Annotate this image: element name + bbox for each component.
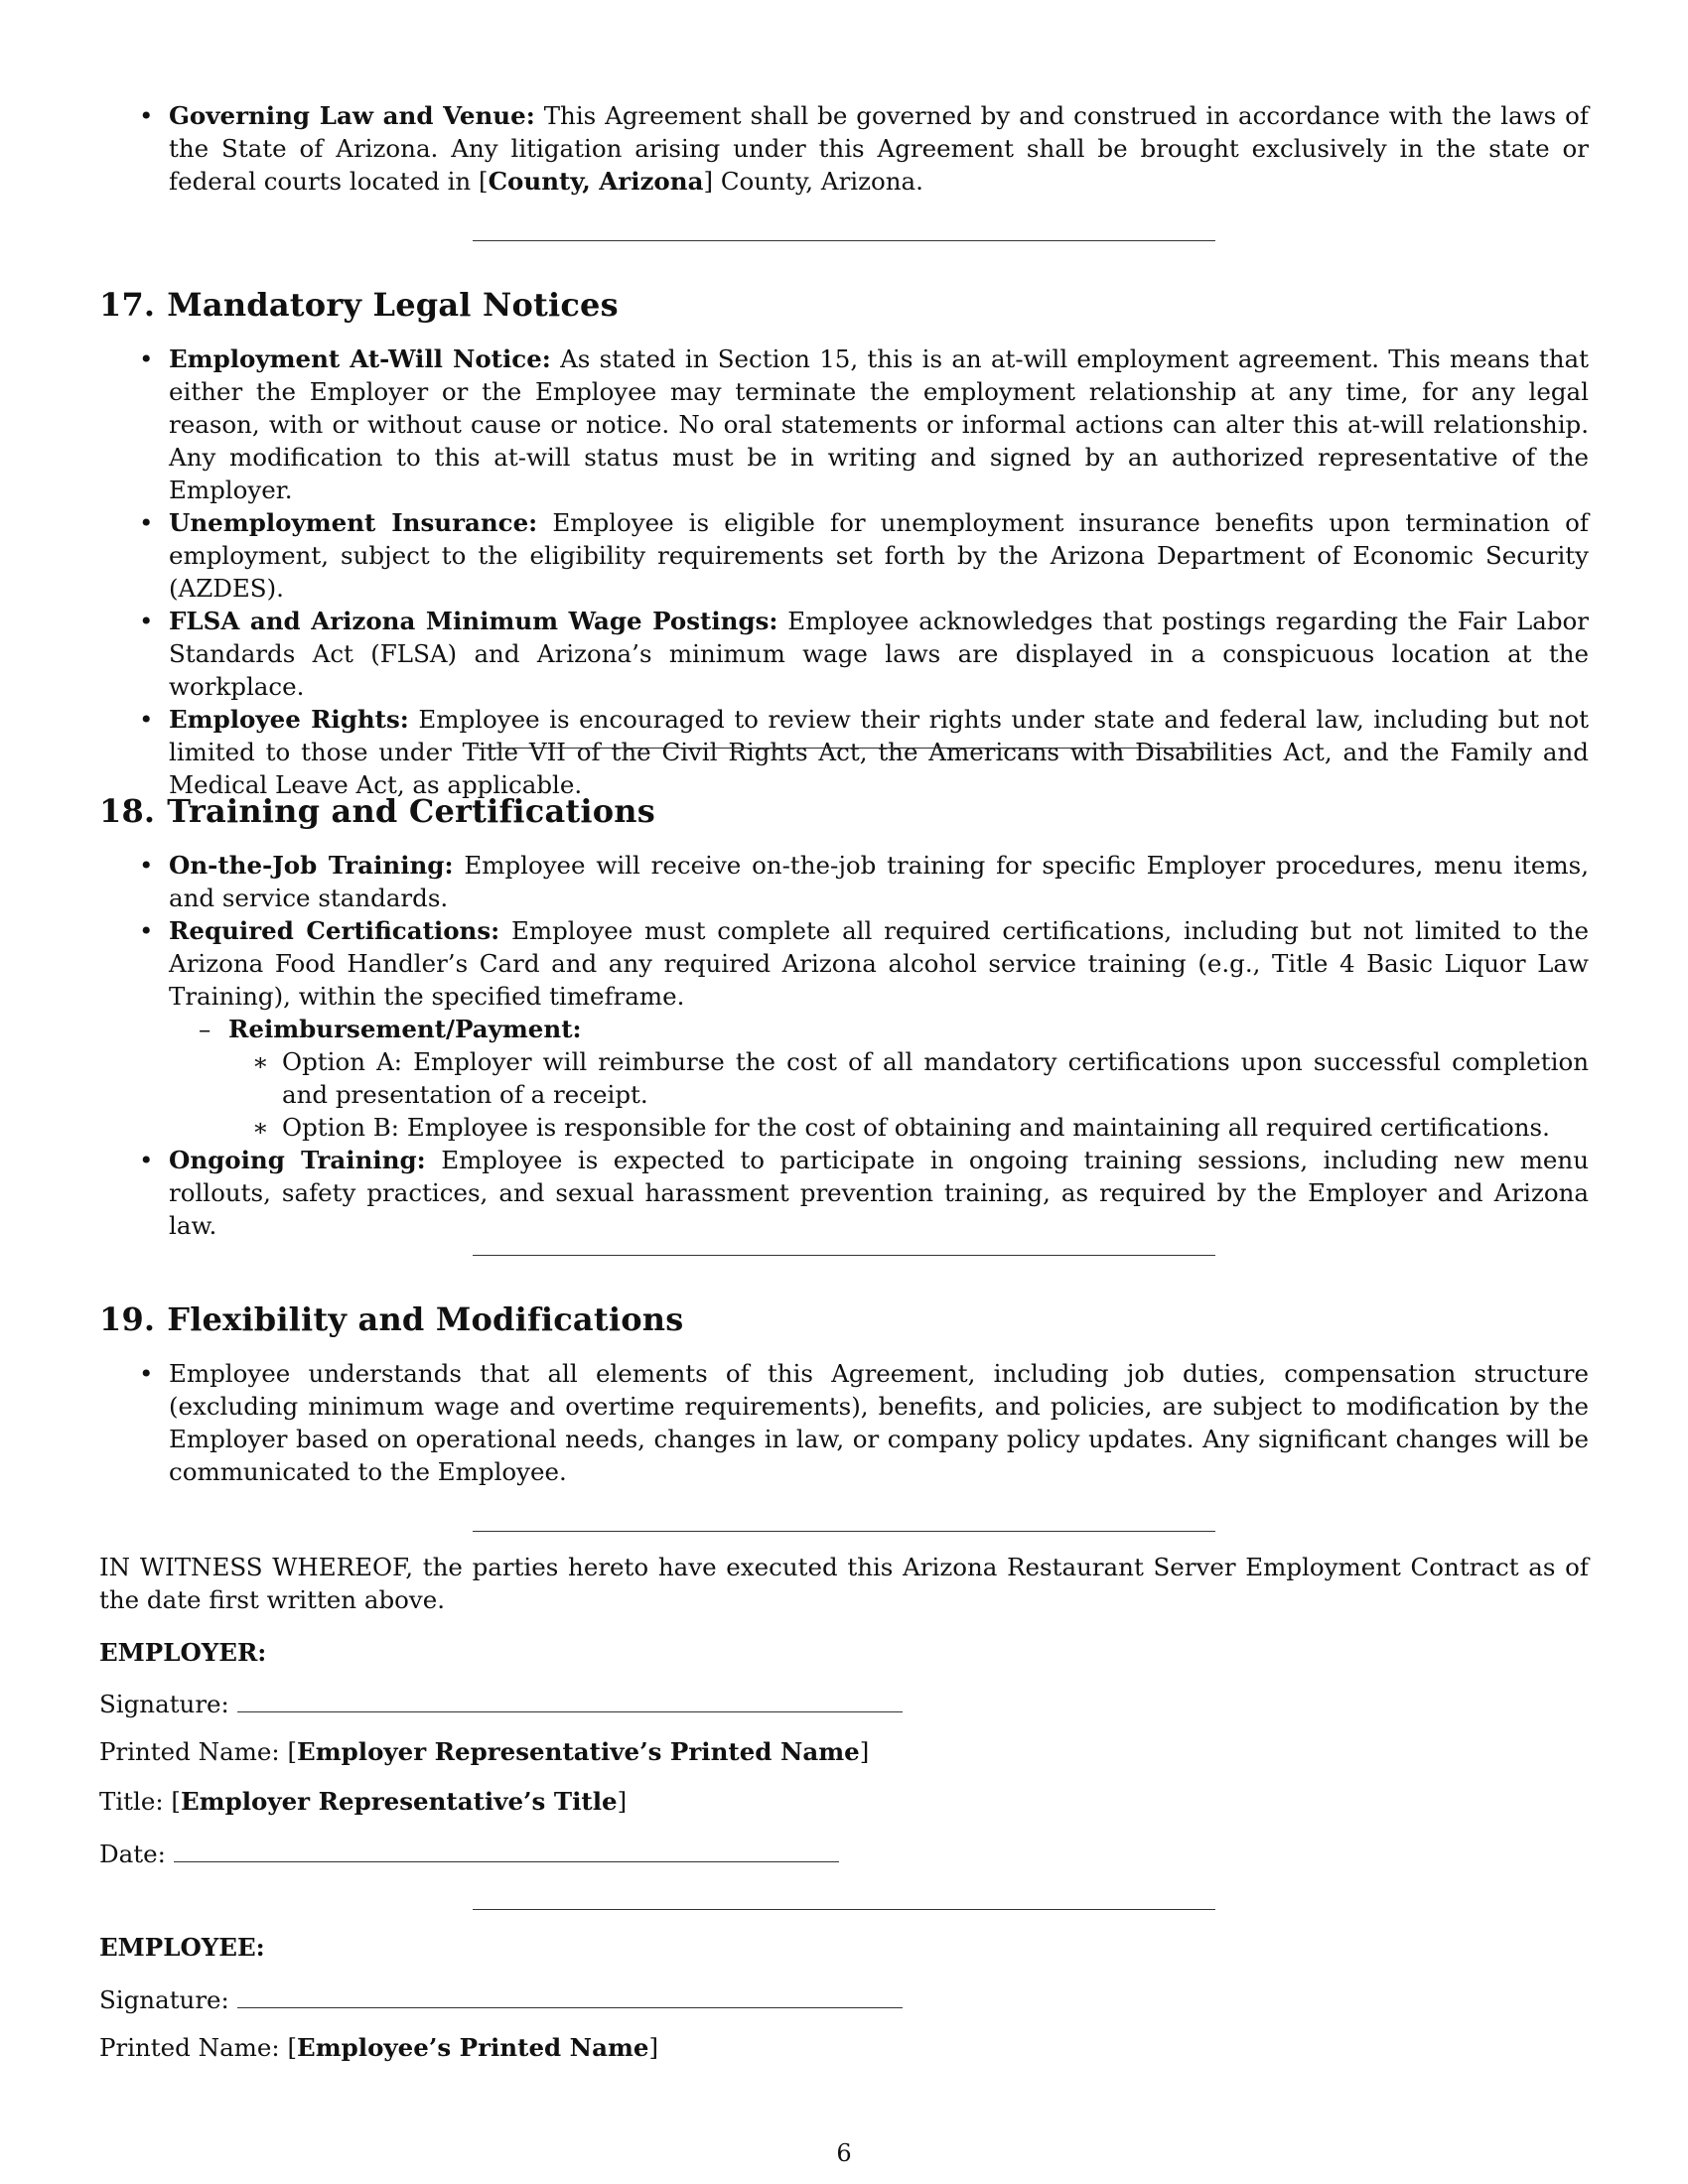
list-item [139,605,1589,703]
item-text: ] County, Arizona. [703,167,923,196]
asterisk-bullet: ∗ [252,1047,269,1076]
list-item [139,703,1589,801]
employer-date-line[interactable] [174,1838,839,1862]
item-text: This Agreement shall be governed by and construed in accordance with the laws of the State of Arizona. Any litigation arising under this Agreement shall be brought exclusively in the state or federal courts located in [ [169,101,1589,196]
item-label: On-the-Job Training: [169,851,454,880]
section-17-title [99,286,619,324]
reimbursement-sublist [169,1013,1589,1144]
employer-title-value: Employer Representative’s Title [180,1787,618,1816]
asterisk-bullet: ∗ [252,1113,269,1142]
item-text: Employee is expected to participate in ongoing training sessions, including new menu rollouts, safety practices, and sexual harassment prevention training, as required by the Employer and Arizona law. [169,1146,1589,1240]
page-number: 6 [836,2139,852,2167]
witness-paragraph: IN WITNESS WHEREOF, the parties hereto have executed this Arizona Restaurant Server Employment Contract as of the date first written above. [99,1553,1589,1614]
item-text: Employee will receive on-the-job training for specific Employer procedures, menu items, and service standards. [169,851,1589,912]
date-label: Date: [99,1840,166,1868]
option-text: Option A: Employer will reimburse the cost of all mandatory certifications upon successful completion and presentation of a receipt. [282,1047,1589,1109]
printed-name-label: Printed Name: [99,1737,280,1766]
item-label: FLSA and Arizona Minimum Wage Postings: [169,607,778,635]
section-title-text: Training and Certifications [167,792,655,830]
list-item [139,99,1589,198]
section-title-text: Flexibility and Modifications [167,1300,684,1338]
title-label: Title: [99,1787,164,1816]
item-placeholder: County, Arizona [488,167,704,196]
signature-label: Signature: [99,1985,229,2014]
employee-signature-line[interactable] [237,1983,903,2008]
section-19-title [99,1300,683,1338]
section-17-list [139,342,1589,801]
divider [473,1909,1215,1910]
list-item [139,1144,1589,1242]
item-text: Employee understands that all elements of this Agreement, including job duties, compensation structure (excluding minimum wage and overtime requirements), benefits, and policies, are subject to modification by the Employer based on operational needs, changes in law, or company policy updates. Any significant changes will be communicated to the Employee. [169,1359,1589,1486]
item-label: Unemployment Insurance: [169,508,538,537]
list-item [139,342,1589,506]
employee-printed-name-row: Printed Name: [Employee’s Printed Name] [99,2033,659,2062]
divider [473,1531,1215,1532]
employer-heading: EMPLOYER: [99,1638,267,1667]
section-title-text: Mandatory Legal Notices [167,286,619,324]
divider [473,1255,1215,1256]
section-number: 18. [99,792,156,830]
item-text: As stated in Section 15, this is an at-will employment agreement. This means that either the Employer or the Employee may terminate the employment relationship at any time, for any legal reason, with or without cause or notice. No oral statements or informal actions can alter this at-will relationship. Any modification to this at-will status must be in writing and signed by an authorized representative of the Employer. [169,344,1589,504]
list-item [139,1357,1589,1488]
employer-printed-name-value: Employer Representative’s Printed Name [297,1737,860,1766]
item-label: Required Certifications: [169,916,500,945]
employer-title-row: Title: [Employer Representative’s Title] [99,1787,628,1816]
dash-bullet: – [199,1015,211,1043]
item-label: Ongoing Training: [169,1146,426,1174]
item-text: Employee must complete all required certifications, including but not limited to the Arizona Food Handler’s Card and any required Arizona alcohol service training (e.g., Title 4 Basic Liquor Law Training), within the specified timeframe. [169,916,1589,1011]
item-text: Employee is eligible for unemployment insurance benefits upon termination of employment, subject to the eligibility requirements set forth by the Arizona Department of Economic Security (AZDES). [169,508,1589,603]
governing-law-list [139,99,1589,198]
item-label: Employee Rights: [169,705,409,734]
item-label: Governing Law and Venue: [169,101,535,130]
item-text: Employee acknowledges that postings regarding the Fair Labor Standards Act (FLSA) and Arizona’s minimum wage laws are displayed in a conspicuous location at the workplace. [169,607,1589,701]
employee-heading: EMPLOYEE: [99,1933,265,1962]
divider [473,748,1215,749]
signature-label: Signature: [99,1690,229,1718]
employer-signature-row [99,1688,903,1718]
list-item [139,849,1589,914]
section-number: 17. [99,286,156,324]
section-18-list [139,849,1589,1242]
section-18-title [99,792,655,830]
item-label: Employment At-Will Notice: [169,344,551,373]
employer-printed-name-row: Printed Name: [Employer Representative’s Printed Name] [99,1737,870,1766]
list-item [139,506,1589,605]
employer-signature-line[interactable] [237,1688,903,1712]
option-item [252,1111,1589,1144]
item-text: Employee is encouraged to review their rights under state and federal law, including but not limited to those under Title VII of the Civil Rights Act, the Americans with Disabilities Act, and the Family and Medical Leave Act, as applicable. [169,705,1589,799]
options-list [228,1045,1589,1144]
section-19-list [139,1357,1589,1488]
option-item [252,1045,1589,1111]
divider [473,240,1215,241]
section-number: 19. [99,1300,156,1338]
list-item [139,914,1589,1144]
employee-printed-name-value: Employee’s Printed Name [297,2033,649,2062]
sub-heading: Reimbursement/Payment: [228,1015,582,1043]
employer-date-row [99,1838,839,1868]
option-text: Option B: Employee is responsible for the cost of obtaining and maintaining all required certifications. [282,1113,1550,1142]
printed-name-label: Printed Name: [99,2033,280,2062]
employee-signature-row [99,1983,903,2014]
sub-list-item [199,1013,1589,1144]
